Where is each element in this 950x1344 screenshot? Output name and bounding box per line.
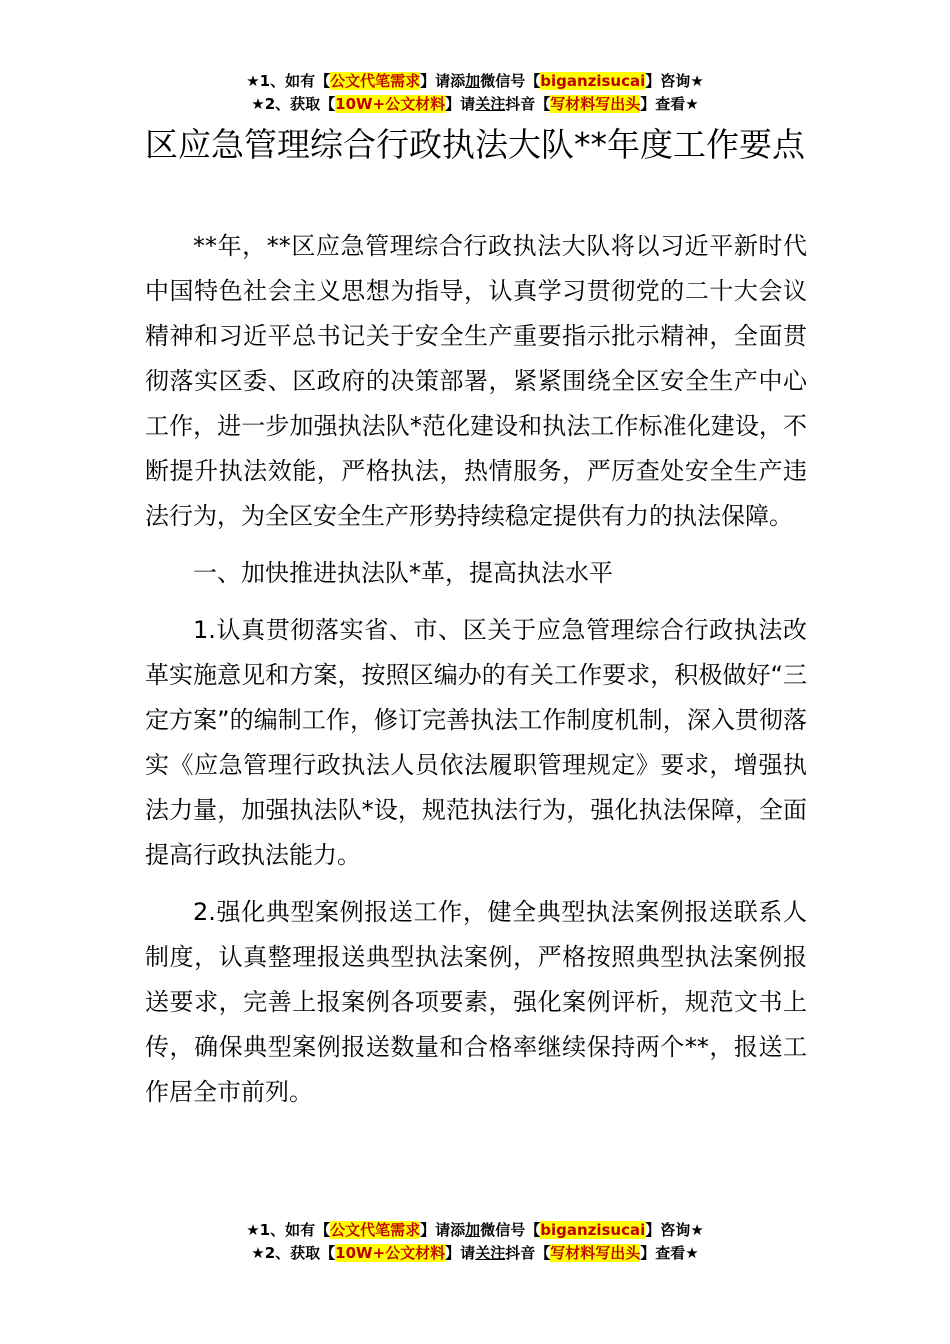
document-body (145, 224, 807, 1127)
star-icon: ★ (690, 1221, 704, 1239)
banner-line-2: ★2、获取【10W+公文材料】请关注抖音【写材料写出头】查看★ (251, 1244, 699, 1262)
header-banner (0, 70, 950, 116)
star-icon: ★ (246, 1221, 260, 1239)
paragraph-item-1: 1.认真贯彻落实省、市、区关于应急管理综合行政执法改革实施意见和方案，按照区编办的有关工作要求，积极做好“三定方案”的编制工作，修订完善执法工作制度机制，深入贯彻落实《应急管理行政执法人员依法履职管理规定》要求，增强执法力量，加强执法队*设，规范执法行为，强化执法保障，全面提高行政执法能力。 (145, 616, 807, 869)
star-icon: ★ (251, 1244, 265, 1262)
paragraph-intro: **年，**区应急管理综合行政执法大队将以习近平新时代中国特色社会主义思想为指导，认真学习贯彻党的二十大会议精神和习近平总书记关于安全生产重要指示批示精神，全面贯彻落实区委、区政府的决策部署，紧紧围绕全区安全生产中心工作，进一步加强执法队*范化建设和执法工作标准化建设，不断提升执法效能，严格执法，热情服务，严厉查处安全生产违法行为，为全区安全生产形势持续稳定提供有力的执法保障。 (145, 232, 807, 530)
footer-banner (0, 1219, 950, 1265)
star-icon: ★ (251, 95, 265, 113)
banner-line-1: ★1、如有【公文代笔需求】请添加微信号【biganzisucai】咨询★ (246, 72, 704, 90)
star-icon: ★ (685, 1244, 699, 1262)
highlight-service: 公文代笔需求 (330, 72, 421, 90)
section-heading-1: 一、加快推进执法队*革，提高执法水平 (193, 559, 613, 587)
banner-line-1: ★1、如有【公文代笔需求】请添加微信号【biganzisucai】咨询★ (246, 1221, 704, 1239)
highlight-wechat-id: biganzisucai (540, 1221, 646, 1239)
highlight-materials: 10W+公文材料 (335, 1244, 446, 1262)
highlight-douyin: 写材料写出头 (550, 95, 641, 113)
star-icon: ★ (685, 95, 699, 113)
document-title: 区应急管理综合行政执法大队**年度工作要点 (145, 125, 805, 164)
highlight-wechat-id: biganzisucai (540, 72, 646, 90)
highlight-douyin: 写材料写出头 (550, 1244, 641, 1262)
highlight-materials: 10W+公文材料 (335, 95, 446, 113)
star-icon: ★ (246, 72, 260, 90)
highlight-service: 公文代笔需求 (330, 1221, 421, 1239)
star-icon: ★ (690, 72, 704, 90)
paragraph-item-2: 2.强化典型案例报送工作，健全典型执法案例报送联系人制度，认真整理报送典型执法案例，严格按照典型执法案例报送要求，完善上报案例各项要素，强化案例评析，规范文书上传，确保典型案例报送数量和合格率继续保持两个**，报送工作居全市前列。 (145, 898, 807, 1106)
banner-line-2: ★2、获取【10W+公文材料】请关注抖音【写材料写出头】查看★ (251, 95, 699, 113)
